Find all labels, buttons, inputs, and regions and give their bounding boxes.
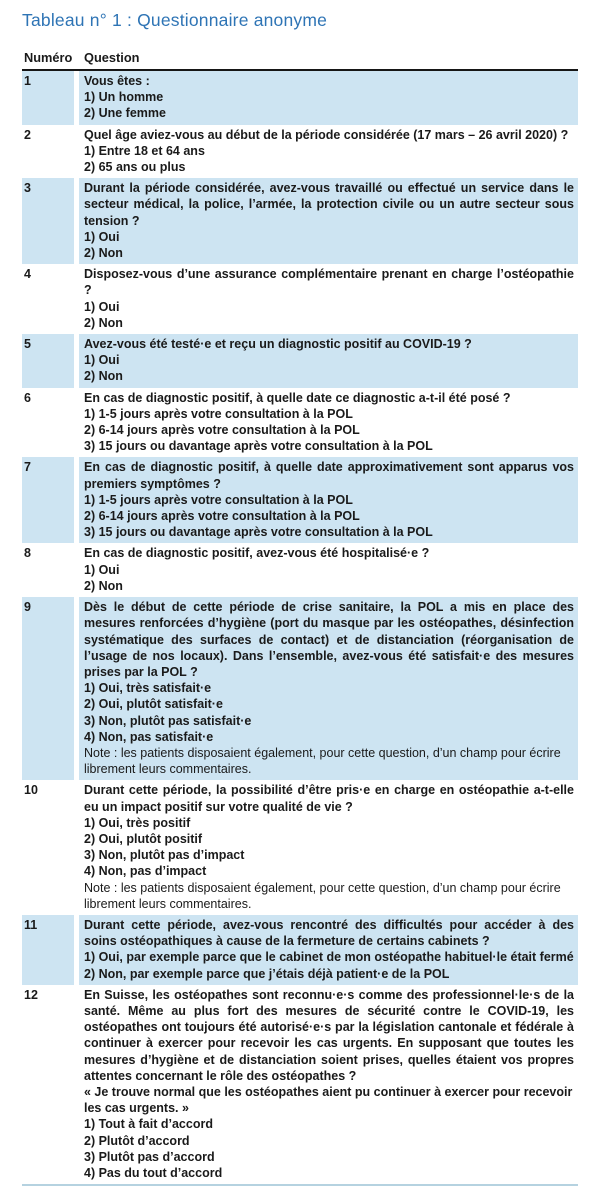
answer-option: 4) Non, pas d’impact [84,864,207,879]
quote-text: « Je trouve normal que les ostéopathes aient pu continuer à exercer pour recevoir les cas urgents. » [84,1084,573,1116]
question-cell [79,71,578,125]
answer-option: 2) Une femme [84,106,166,121]
table-row [22,457,578,543]
note-text: Note : les patients disposaient également, pour cette question, d’un champ pour écrire librement leurs commentaires. [84,880,561,911]
answer-option: 3) Non, plutôt pas d’impact [84,848,245,863]
question-cell [79,125,578,179]
table-row [22,388,578,458]
column-header-numero: Numéro [24,50,73,65]
question-number: 8 [22,543,74,597]
table-row [22,178,578,264]
question-text: Durant cette période, avez-vous rencontré des difficultés pour accéder à des soins ostéopathiques à cause de la fermeture de certains cabinets ? [84,917,574,949]
question-cell [79,915,578,985]
table-row [22,780,578,915]
question-cell [79,178,578,264]
question-number: 5 [22,334,74,388]
answer-option: 1) Tout à fait d’accord [84,1117,213,1132]
answer-option: 3) 15 jours ou davantage après votre consultation à la POL [84,525,433,540]
question-text: En cas de diagnostic positif, à quelle date approximativement sont apparus vos premiers symptômes ? [84,460,574,491]
answer-option: 2) Non [84,369,123,384]
table-row [22,597,578,780]
question-number: 12 [22,985,74,1184]
answer-option: 1) Oui [84,562,120,577]
answer-option: 3) Non, plutôt pas satisfait·e [84,713,252,728]
answer-option: 2) Non [84,315,123,330]
question-text: Durant la période considérée, avez-vous travaillé ou effectué un service dans le secteur médical, la police, l’armée, la protection civile ou un autre secteur sous tension ? [84,181,574,228]
answer-option: 1) Oui, par exemple parce que le cabinet de mon ostéopathe habituel·le était fermé [84,950,574,965]
table-header-row [22,47,578,71]
answer-option: 2) 6-14 jours après votre consultation à la POL [84,423,360,438]
answer-option: 2) Oui, plutôt satisfait·e [84,697,223,712]
answer-option: 2) 65 ans ou plus [84,160,186,175]
answer-option: 1) 1-5 jours après votre consultation à la POL [84,406,353,421]
question-text: Quel âge aviez-vous au début de la période considérée (17 mars – 26 avril 2020) ? [84,127,569,142]
question-text: Avez-vous été testé·e et reçu un diagnostic positif au COVID-19 ? [84,337,472,352]
question-cell [79,985,578,1184]
question-cell [79,388,578,458]
question-number: 6 [22,388,74,458]
answer-option: 1) Oui [84,299,120,314]
question-number: 10 [22,780,74,915]
answer-option: 1) Entre 18 et 64 ans [84,143,205,158]
answer-option: 1) Oui [84,353,120,368]
questionnaire-table [22,47,578,1186]
question-text: Dès le début de cette période de crise sanitaire, la POL a mis en place des mesures renforcées d’hygiène (port du masque par les ostéopathes, désinfection systématique des surfaces de contact) et de distanciation (réorganisation de l’usage de nos locaux). Dans l’ensemble, avez-vous été satisfait·e des mesures prises par la POL ? [84,600,574,679]
answer-option: 1) Oui, très satisfait·e [84,681,212,696]
question-number: 7 [22,457,74,543]
table-row [22,125,578,179]
answer-option: 2) Oui, plutôt positif [84,831,203,846]
question-cell [79,543,578,597]
answer-option: 1) Oui, très positif [84,815,191,830]
table-row [22,71,578,125]
answer-option: 1) Un homme [84,90,164,105]
column-header-question: Question [84,50,140,65]
question-cell [79,334,578,388]
question-number: 3 [22,178,74,264]
table-row [22,334,578,388]
answer-option: 2) Non [84,246,123,261]
table-row [22,915,578,985]
answer-option: 2) Non, par exemple parce que j’étais déjà patient·e de la POL [84,966,450,981]
answer-option: 1) Oui [84,229,120,244]
note-text: Note : les patients disposaient également, pour cette question, d’un champ pour écrire librement leurs commentaires. [84,745,561,777]
question-number: 9 [22,597,74,780]
question-number: 4 [22,264,74,334]
question-text: En cas de diagnostic positif, à quelle date ce diagnostic a-t-il été posé ? [84,390,511,405]
question-text: En Suisse, les ostéopathes sont reconnu·e·s comme des professionnel·le·s de la santé. Même au plus fort des mesures de sécurité contre le COVID-19, les ostéopathes ont toujours été autorisé·e·s par la législation cantonale et fédérale à continuer à exercer pour recevoir les cas urgents. En supposant que toutes les mesures d’hygiène et de distanciation soient prises, quelles étaient vos propres attentes concernant le rôle des ostéopathes ? [84,987,574,1083]
question-text: Durant cette période, la possibilité d’être pris·e en charge en ostéopathie a-t-elle eu un impact positif sur votre qualité de vie ? [84,783,574,814]
answer-option: 3) Plutôt pas d’accord [84,1149,215,1164]
question-cell [79,457,578,543]
question-text: En cas de diagnostic positif, avez-vous été hospitalisé·e ? [84,546,430,561]
answer-option: 4) Pas du tout d’accord [84,1166,223,1180]
question-text: Vous êtes : [84,74,150,88]
answer-option: 2) Plutôt d’accord [84,1133,190,1148]
table-caption: Tableau n° 1 : Questionnaire anonyme [22,10,328,30]
table-row [22,985,578,1186]
answer-option: 2) Non [84,578,123,593]
question-cell [79,597,578,780]
question-text: Disposez-vous d’une assurance complémentaire prenant en charge l’ostéopathie ? [84,267,574,298]
question-cell [79,780,578,915]
table-row [22,543,578,597]
table-body [22,71,578,1186]
answer-option: 1) 1-5 jours après votre consultation à la POL [84,492,353,507]
question-number: 11 [22,915,74,985]
answer-option: 2) 6-14 jours après votre consultation à la POL [84,509,360,524]
table-row [22,264,578,334]
question-number: 2 [22,125,74,179]
question-number: 1 [22,71,74,125]
answer-option: 3) 15 jours ou davantage après votre consultation à la POL [84,439,433,454]
answer-option: 4) Non, pas satisfait·e [84,729,214,744]
question-cell [79,264,578,334]
